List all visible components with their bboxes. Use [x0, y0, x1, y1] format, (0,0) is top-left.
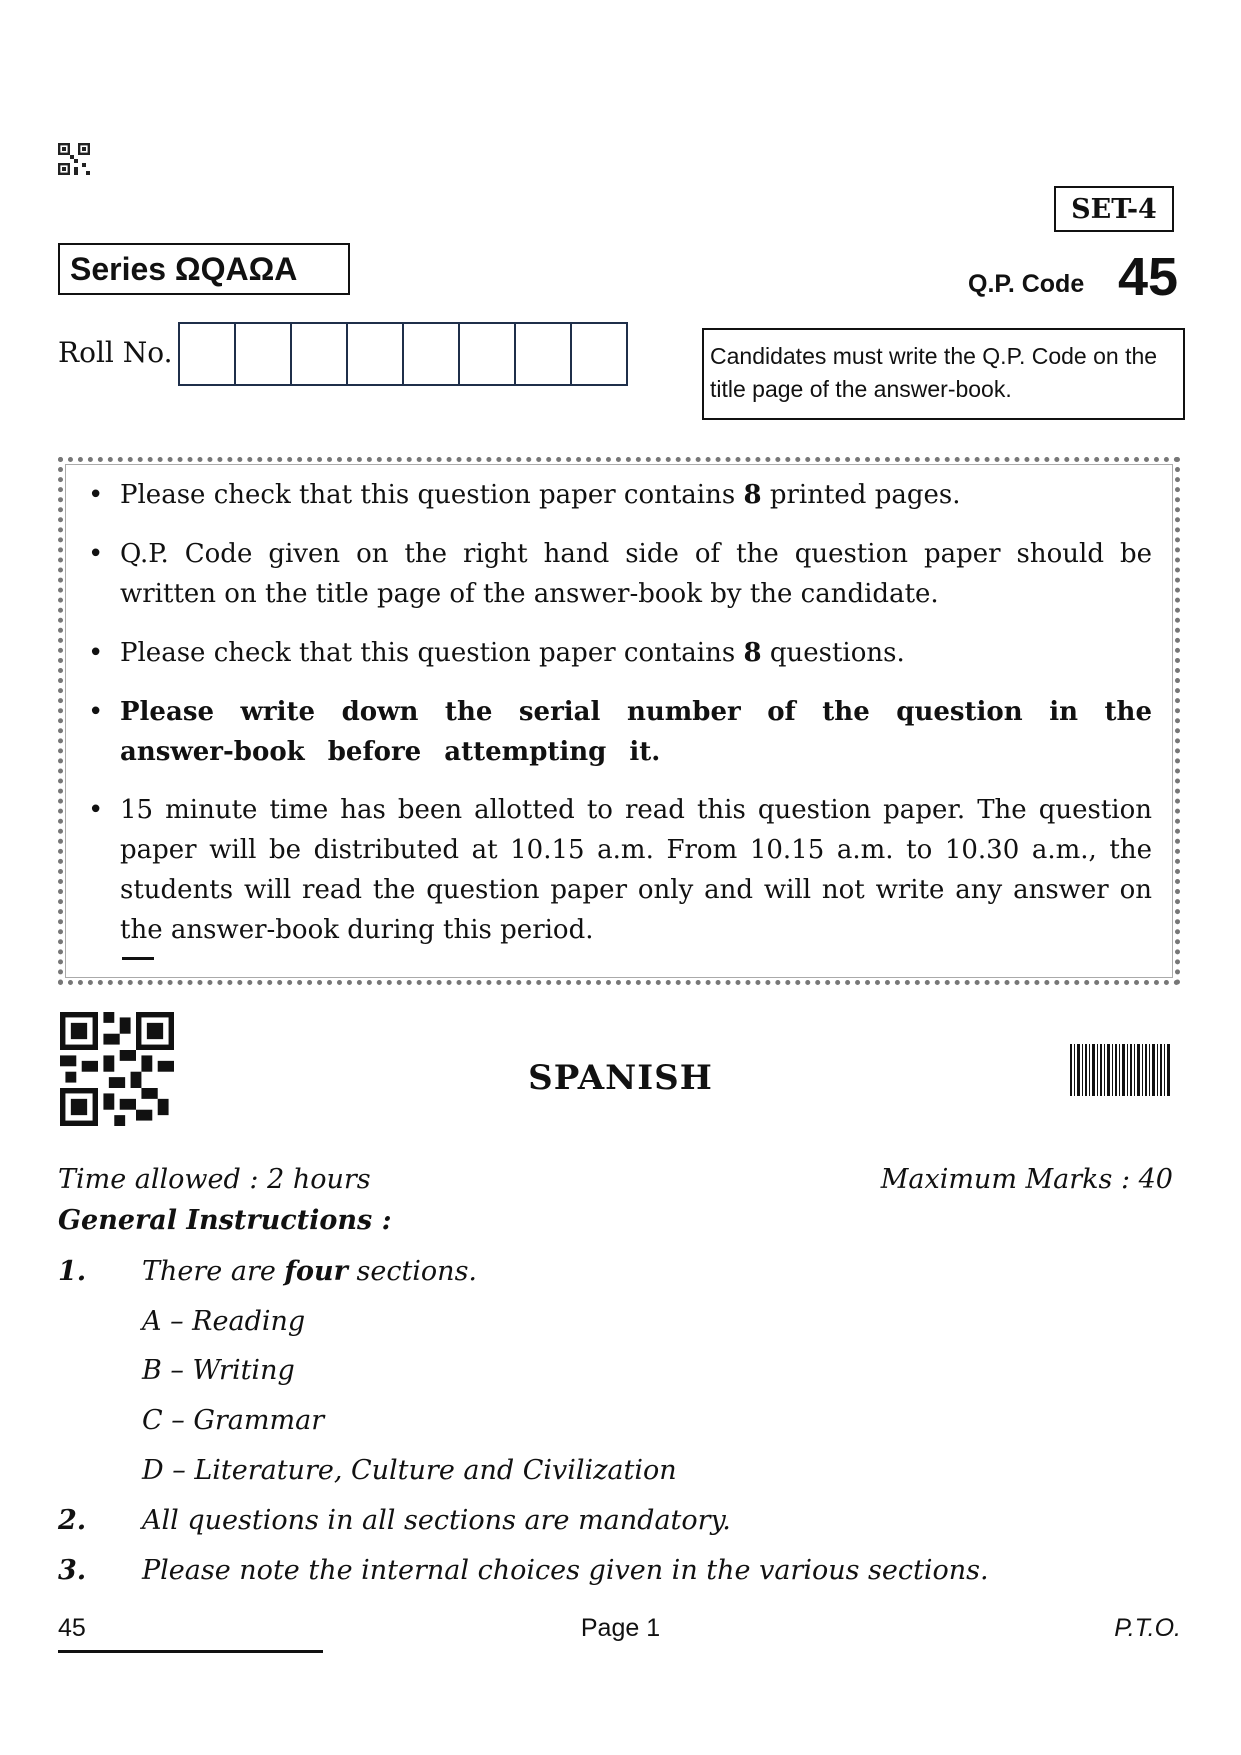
series-label: Series ΩQAΩA — [58, 243, 350, 295]
qp-code-value: 45 — [1118, 247, 1179, 307]
section-item: B – Writing — [142, 1355, 295, 1386]
candidate-note-box: Candidates must write the Q.P. Code on the title page of the answer-book. — [702, 328, 1185, 420]
notice-number: 8 — [743, 638, 762, 668]
footer-divider — [58, 1650, 323, 1653]
qr-code-small-icon — [58, 143, 90, 175]
instruction-number: 2. — [58, 1505, 87, 1536]
subject-title: SPANISH — [528, 1058, 713, 1098]
roll-number-cell[interactable] — [290, 322, 348, 386]
dash-mark — [122, 957, 154, 960]
notice-item-questions — [120, 633, 1152, 673]
notice-item-reading-time: 15 minute time has been allotted to read this question paper. The question paper will be distributed at 10.15 a.m. From 10.15 a.m. to 10.30 a.m., the students will read the question paper only and will not write any answer on the answer-book during this period. — [120, 795, 1152, 945]
instruction-emphasis: four — [284, 1256, 348, 1287]
roll-number-cell[interactable] — [570, 322, 628, 386]
set-label: SET-4 — [1054, 186, 1174, 232]
bullet-icon: • — [88, 697, 104, 727]
notice-text: printed pages. — [761, 480, 961, 510]
time-allowed: Time allowed : 2 hours — [58, 1164, 371, 1195]
notice-item-serial-number: Please write down the serial number of the question in the answer-book before attempting it. — [120, 697, 1152, 767]
maximum-marks: Maximum Marks : 40 — [880, 1164, 1173, 1195]
general-instructions-heading: General Instructions : — [58, 1205, 392, 1236]
instruction-text: There are — [142, 1256, 285, 1287]
notice-text: questions. — [761, 638, 905, 668]
footer-code: 45 — [58, 1614, 86, 1642]
page-number: Page 1 — [580, 1614, 661, 1642]
instruction-text: sections. — [347, 1256, 478, 1287]
roll-number-label: Roll No. — [58, 336, 173, 369]
roll-number-cell[interactable] — [402, 322, 460, 386]
roll-number-cell[interactable] — [514, 322, 572, 386]
notice-number: 8 — [743, 480, 762, 510]
notice-text: Please check that this question paper contains — [120, 480, 744, 510]
roll-number-boxes[interactable] — [178, 322, 628, 386]
barcode-icon — [1070, 1044, 1170, 1096]
roll-number-cell[interactable] — [234, 322, 292, 386]
notice-item-qp-code: Q.P. Code given on the right hand side of the question paper should be written on the title page of the answer-book by the candidate. — [120, 539, 1152, 609]
section-item: D – Literature, Culture and Civilization — [142, 1455, 677, 1486]
instruction-mandatory: All questions in all sections are mandatory. — [142, 1505, 731, 1536]
qp-code-label: Q.P. Code — [968, 270, 1085, 298]
notice-item-pages — [120, 475, 1152, 515]
notice-text: Please check that this question paper contains — [120, 638, 744, 668]
roll-number-cell[interactable] — [346, 322, 404, 386]
pto-label: P.T.O. — [1114, 1614, 1181, 1642]
section-item: A – Reading — [142, 1306, 306, 1337]
bullet-icon: • — [88, 795, 104, 825]
roll-number-cell[interactable] — [178, 322, 236, 386]
roll-number-cell[interactable] — [458, 322, 516, 386]
bullet-icon: • — [88, 638, 104, 668]
section-item: C – Grammar — [142, 1405, 325, 1436]
instruction-number: 3. — [58, 1555, 87, 1586]
bullet-icon: • — [88, 480, 104, 510]
instruction-choices: Please note the internal choices given in the various sections. — [142, 1555, 989, 1586]
instruction-sections — [142, 1256, 477, 1287]
instruction-number: 1. — [58, 1256, 87, 1287]
bullet-icon: • — [88, 539, 104, 569]
